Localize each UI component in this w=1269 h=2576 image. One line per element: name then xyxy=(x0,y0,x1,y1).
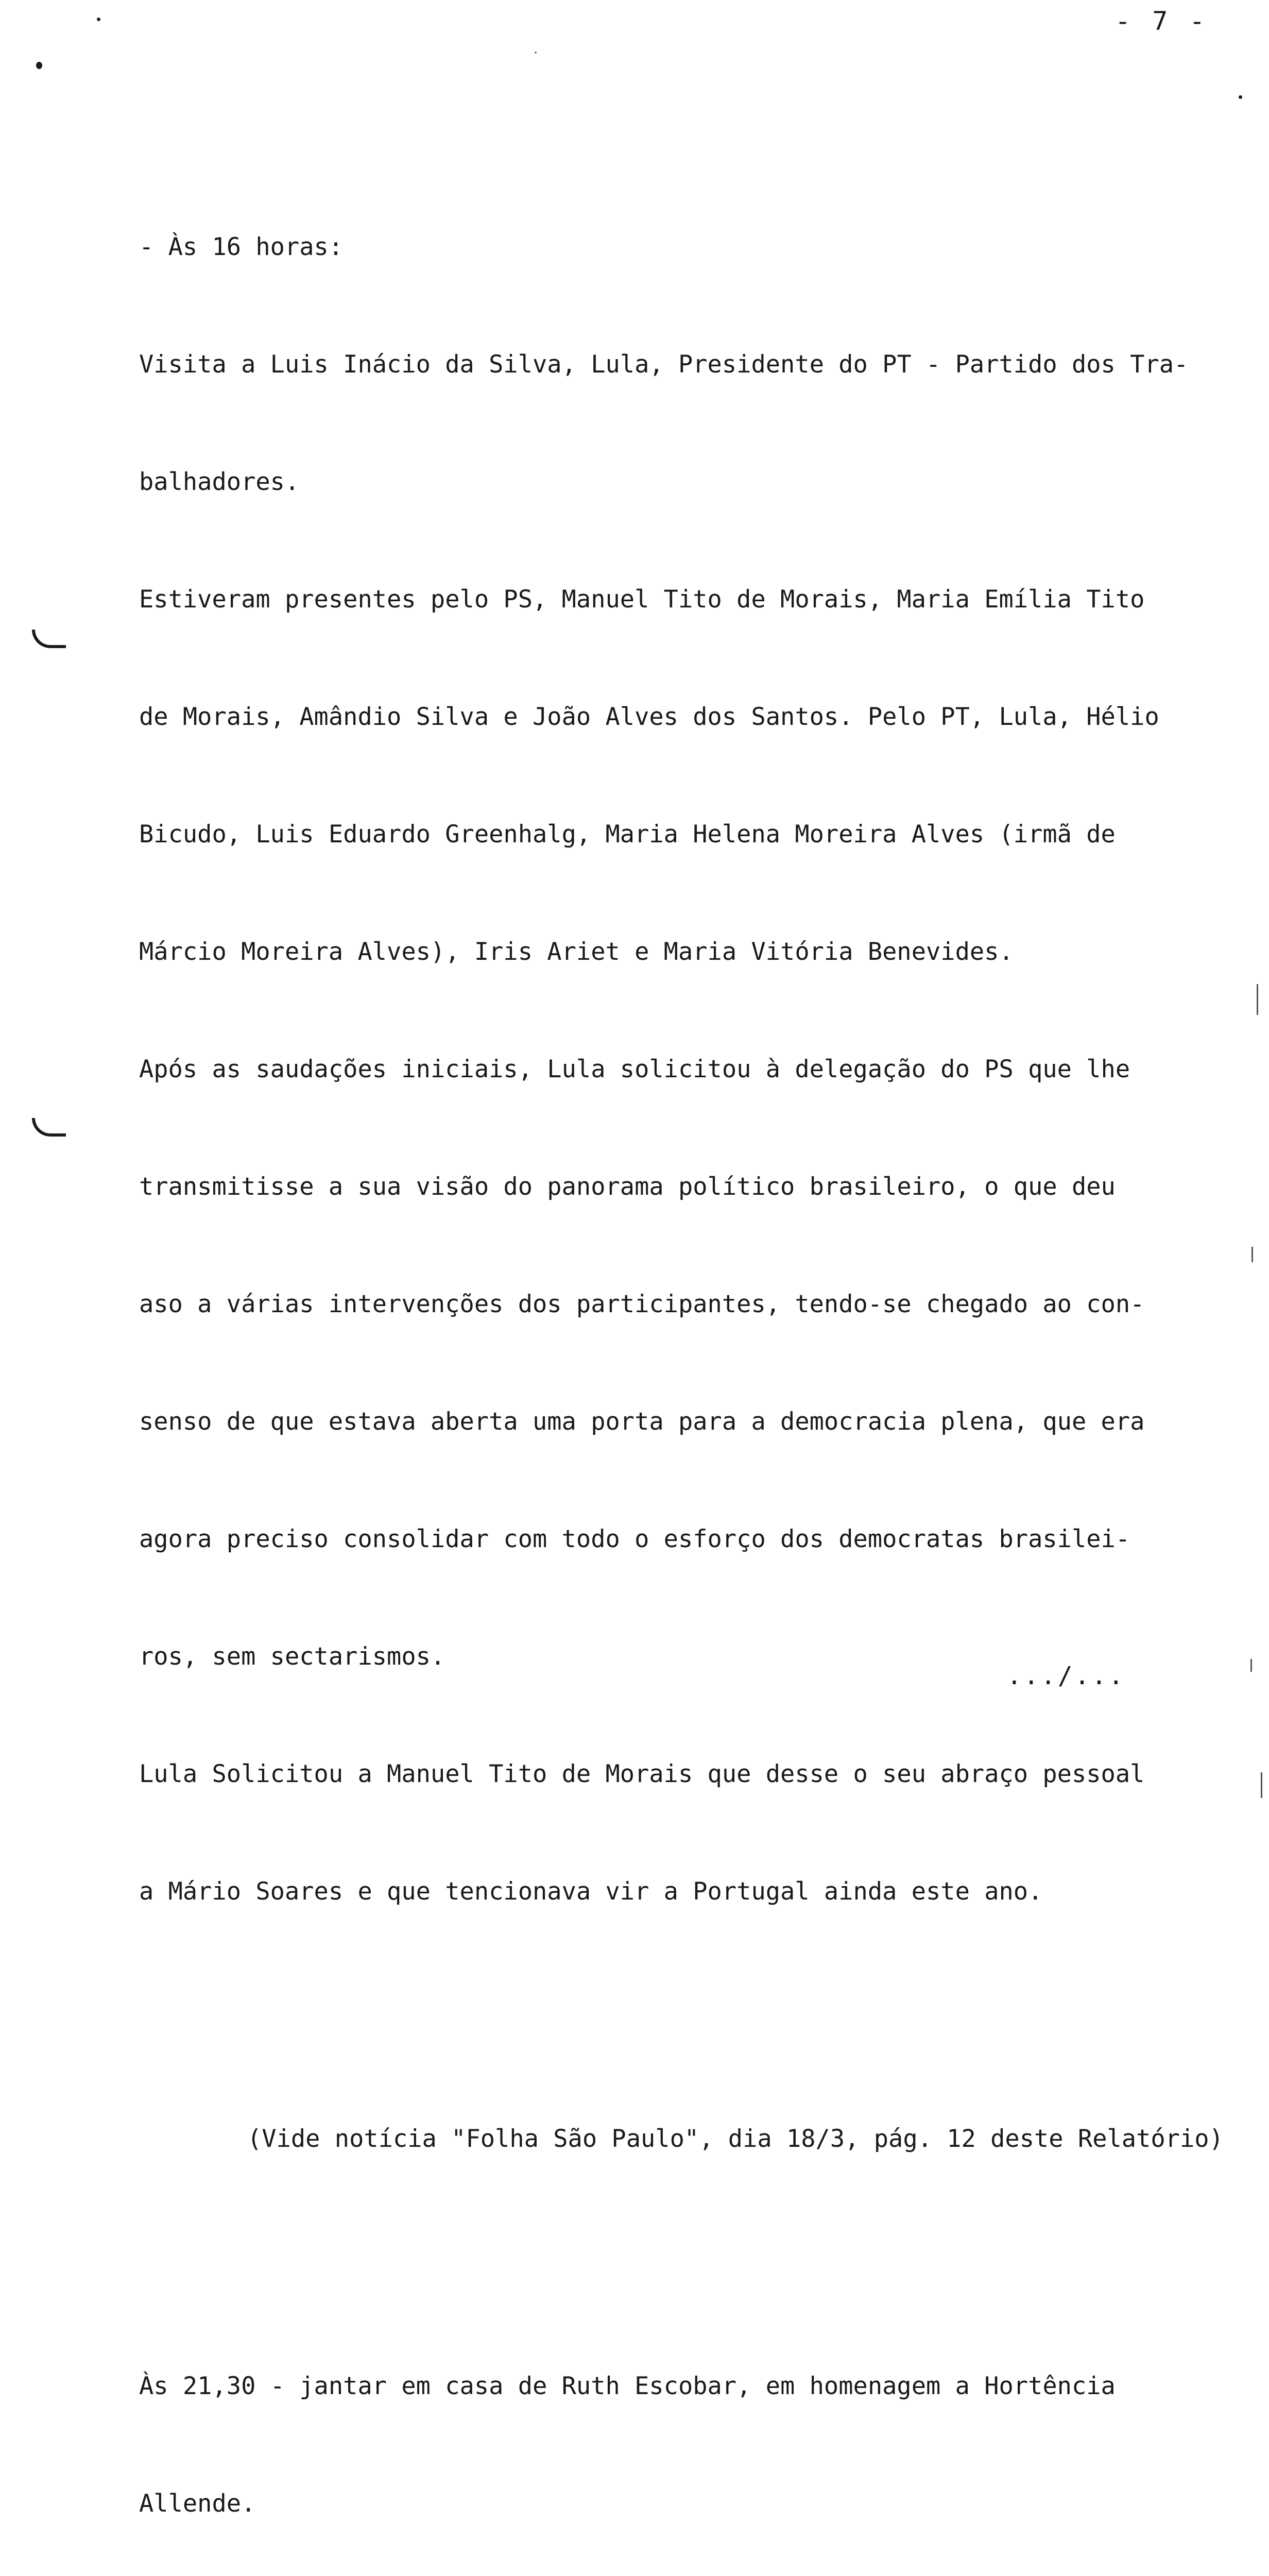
text-line: a Mário Soares e que tencionava vir a Portugal ainda este ano. xyxy=(139,1877,1043,1906)
scan-speck xyxy=(97,18,100,21)
text-line: Às 21,30 - jantar em casa de Ruth Escobar, em homenagem a Hortência xyxy=(139,2372,1116,2400)
text-line: Lula Solicitou a Manuel Tito de Morais que desse o seu abraço pessoal xyxy=(139,1760,1145,1788)
text-line: Allende. xyxy=(139,2489,256,2518)
text-line: Bicudo, Luis Eduardo Greenhalg, Maria Helena Moreira Alves (irmã de xyxy=(139,820,1116,849)
text-line: - Às 16 horas: xyxy=(139,233,344,261)
margin-handwritten-mark xyxy=(32,630,66,648)
scan-edge-mark xyxy=(1250,1659,1252,1672)
page-number: - 7 - xyxy=(1115,6,1208,36)
text-line: balhadores. xyxy=(139,468,300,496)
text-line: ros, sem sectarismos. xyxy=(139,1642,445,1671)
document-body xyxy=(139,149,1231,2576)
scan-speck xyxy=(36,62,42,69)
scan-edge-mark xyxy=(1257,984,1258,1015)
text-line: Estiveram presentes pelo PS, Manuel Tito de Morais, Maria Emília Tito xyxy=(139,585,1145,614)
scan-edge-mark xyxy=(1251,1247,1253,1262)
text-line: aso a várias intervenções dos participantes, tendo-se chegado ao con- xyxy=(139,1290,1145,1318)
text-line: senso de que estava aberta uma porta para a democracia plena, que era xyxy=(139,1408,1145,1436)
reference-note: (Vide notícia "Folha São Paulo", dia 18/3, pág. 12 deste Relatório) xyxy=(247,2125,1224,2153)
text-line: agora preciso consolidar com todo o esforço dos democratas brasilei- xyxy=(139,1525,1130,1553)
text-line: Após as saudações iniciais, Lula solicitou à delegação do PS que lhe xyxy=(139,1055,1130,1083)
scan-speck xyxy=(535,52,537,54)
continuation-marker: .../... xyxy=(1007,1662,1126,1690)
scan-edge-mark xyxy=(1261,1772,1262,1798)
text-line: Visita a Luis Inácio da Silva, Lula, Presidente do PT - Partido dos Tra- xyxy=(139,350,1189,379)
text-line: de Morais, Amândio Silva e João Alves dos Santos. Pelo PT, Lula, Hélio xyxy=(139,703,1159,731)
text-line: Márcio Moreira Alves), Iris Ariet e Maria Vitória Benevides. xyxy=(139,938,1014,966)
margin-handwritten-mark xyxy=(32,1118,66,1137)
scan-speck xyxy=(1239,95,1242,99)
text-line: transmitisse a sua visão do panorama político brasileiro, o que deu xyxy=(139,1173,1116,1201)
